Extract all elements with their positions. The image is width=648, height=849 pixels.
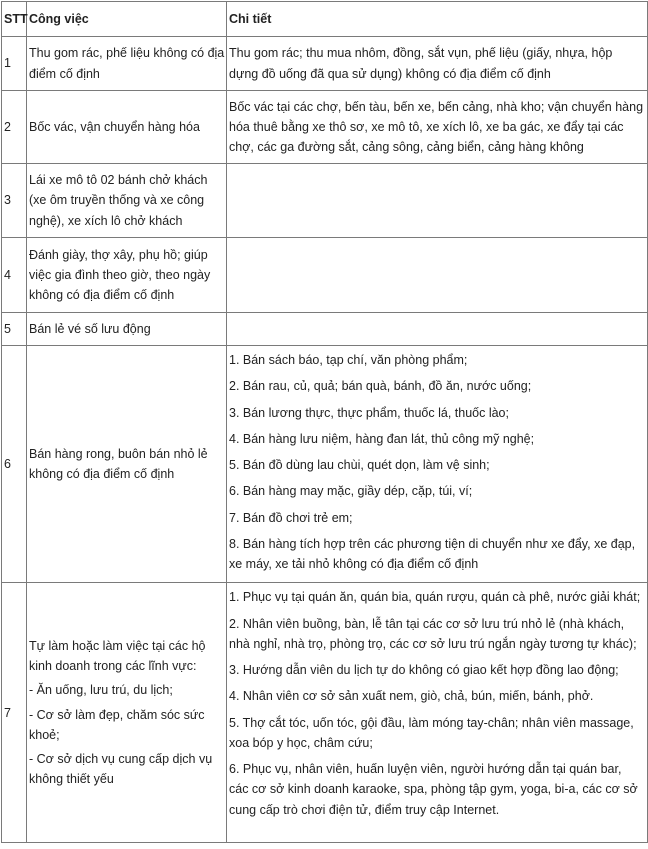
row-stt: 2 <box>2 91 27 164</box>
detail-item: 3. Bán lương thực, thực phẩm, thuốc lá, thuốc lào; <box>229 405 509 420</box>
row-detail-list <box>227 583 648 843</box>
row-job <box>27 583 227 843</box>
detail-item: 3. Hướng dẫn viên du lịch tự do không có giao kết hợp đồng lao động; <box>229 663 619 677</box>
row-stt: 6 <box>2 346 27 583</box>
row-detail: Bốc vác tại các chợ, bến tàu, bến xe, bến cảng, nhà kho; vận chuyển hàng hóa thuê bằng xe thô sơ, xe mô tô, xe xích lô, xe ba gác, xe đẩy tại các chợ, các ga đường sắt, cảng sông, cảng biển, cảng hàng không <box>227 91 648 164</box>
table-row <box>2 91 648 164</box>
header-stt: STT <box>2 2 27 37</box>
table-row <box>2 313 648 346</box>
row-job: Bán lẻ vé số lưu động <box>27 313 227 346</box>
detail-item: 2. Nhân viên buồng, bàn, lễ tân tại các cơ sở lưu trú nhỏ lẻ (nhà khách, nhà nghỉ, nhà trọ, phòng trọ, các cơ sở lưu trú ngắn ngày tương tự khác); <box>229 616 637 651</box>
detail-item: 1. Bán sách báo, tạp chí, văn phòng phẩm; <box>229 353 468 367</box>
job-line: Tự làm hoặc làm việc tại các hộ kinh doanh trong các lĩnh vực: <box>29 638 206 674</box>
detail-item: 5. Bán đồ dùng lau chùi, quét dọn, làm vệ sinh; <box>229 458 490 472</box>
job-line: - Cơ sở làm đẹp, chăm sóc sức khoẻ; <box>29 707 205 742</box>
header-job: Công việc <box>27 2 227 37</box>
detail-item: 4. Bán hàng lưu niệm, hàng đan lát, thủ công mỹ nghệ; <box>229 431 535 446</box>
row-detail: Thu gom rác; thu mua nhôm, đồng, sắt vụn, phế liệu (giấy, nhựa, hộp dựng đồ uống đã qua sử dụng) không có địa điểm cố định <box>227 37 648 91</box>
table-row <box>2 37 648 91</box>
row-stt: 3 <box>2 164 27 238</box>
jobs-table <box>1 1 648 843</box>
row-stt: 1 <box>2 37 27 91</box>
table-row <box>2 346 648 583</box>
header-row <box>2 2 648 37</box>
detail-item: 5. Thợ cắt tóc, uốn tóc, gội đầu, làm móng tay-chân; nhân viên massage, xoa bóp y học, châm cứu; <box>229 715 634 750</box>
table-row <box>2 238 648 313</box>
job-line: - Cơ sở dịch vụ cung cấp dịch vụ không thiết yếu <box>29 752 213 787</box>
detail-item: 6. Bán hàng may mặc, giầy dép, cặp, túi, ví; <box>229 484 473 499</box>
row-detail <box>227 164 648 238</box>
row-job: Đánh giày, thợ xây, phụ hồ; giúp việc gia đình theo giờ, theo ngày không có địa điểm cố định <box>27 238 227 313</box>
detail-item: 8. Bán hàng tích hợp trên các phương tiện di chuyển như xe đẩy, xe đạp, xe máy, xe tải nhỏ không có địa điểm cố định <box>229 536 636 571</box>
row-stt: 4 <box>2 238 27 313</box>
detail-item: 1. Phục vụ tại quán ăn, quán bia, quán rượu, quán cà phê, nước giải khát; <box>229 590 641 605</box>
row-detail <box>227 313 648 346</box>
row-job: Bốc vác, vận chuyển hàng hóa <box>27 91 227 164</box>
row-job: Lái xe mô tô 02 bánh chở khách (xe ôm truyền thống và xe công nghệ), xe xích lô chở khách <box>27 164 227 238</box>
detail-item: 2. Bán rau, củ, quả; bán quà, bánh, đồ ăn, nước uống; <box>229 379 532 394</box>
detail-item: 7. Bán đồ chơi trẻ em; <box>229 510 353 525</box>
detail-item: 4. Nhân viên cơ sở sản xuất nem, giò, chả, bún, miến, bánh, phở. <box>229 689 594 704</box>
row-detail <box>227 238 648 313</box>
table-row <box>2 583 648 843</box>
row-stt: 7 <box>2 583 27 843</box>
detail-item: 6. Phục vụ, nhân viên, huấn luyện viên, người hướng dẫn tại quán bar, các cơ sở kinh doanh karaoke, spa, phòng tập gym, yoga, bi-a, các cơ sở cung cấp trò chơi điện tử, điểm truy cập Internet. <box>229 762 638 817</box>
row-job: Thu gom rác, phế liệu không có địa điểm cố định <box>27 37 227 91</box>
job-lines <box>29 636 225 790</box>
row-stt: 5 <box>2 313 27 346</box>
job-line: - Ăn uống, lưu trú, du lịch; <box>29 683 173 698</box>
row-detail-list <box>227 346 648 583</box>
table-row <box>2 164 648 238</box>
row-job: Bán hàng rong, buôn bán nhỏ lẻ không có địa điểm cố định <box>27 346 227 583</box>
header-detail: Chi tiết <box>227 2 648 37</box>
